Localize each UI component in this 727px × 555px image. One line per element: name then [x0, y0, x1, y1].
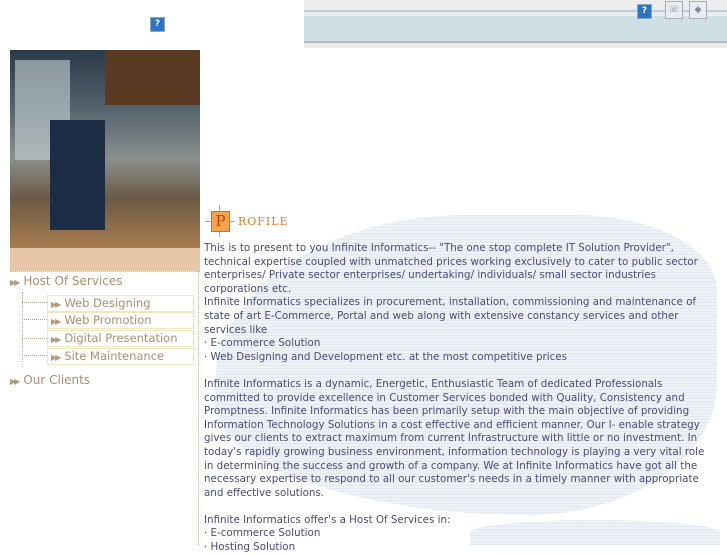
- nav-our-clients[interactable]: ▶▶ Our Clients: [10, 373, 91, 387]
- phone-icon[interactable]: ☏: [665, 1, 683, 19]
- services-intro: Infinite Informatics offer's a Host Of Services in:: [204, 513, 451, 526]
- meeting-photo: [10, 50, 200, 248]
- nav-web-promotion[interactable]: ▶▶ Web Promotion: [47, 312, 194, 329]
- photo-footer-band: [10, 248, 200, 271]
- banner-stripe: [304, 10, 727, 12]
- help-icon[interactable]: ?: [637, 4, 652, 19]
- list-item: · E-commerce Solution: [204, 337, 321, 350]
- specialization-paragraph: Infinite Informatics specializes in procurement, installation, commissioning and maintenance of state of art E-Commerce, Portal and web along with extensive constancy services and other services like: [204, 296, 697, 336]
- double-arrow-icon: ▶▶: [51, 317, 60, 326]
- divider: [198, 271, 199, 545]
- top-banner: [304, 0, 727, 48]
- nav-site-maintenance[interactable]: ▶▶ Site Maintenance: [47, 348, 194, 365]
- double-arrow-icon: ▶▶: [10, 377, 19, 386]
- double-arrow-icon: ▶▶: [10, 278, 19, 287]
- help-icon[interactable]: ?: [150, 17, 165, 32]
- list-item: · Hosting Solution: [204, 541, 296, 554]
- list-item: · Web Designing and Development etc. at the most competitive prices: [204, 350, 567, 363]
- team-paragraph: Infinite Informatics is a dynamic, Energetic, Enthusiastic Team of dedicated Professionals committed to provide excellence in Customer Services bonded with Quality, Consistency and Promptness. Infinite Informatics has been primarily setup with the main objective of providing Information Technology Solutions in a cost effective and efficient manner. Our I- enable strategy gives our clients to extract maximum from current Infrastructure with little or no investment. In today's rapidly growing business environment, information technology is playing a very vital role in determining the success and growth of a company. We at Infinite Informatics have got all the necessary expertise to respond to all our customer's needs in a timely manner with appropriate and effective solutions.: [204, 377, 705, 499]
- double-arrow-icon: ▶▶: [51, 353, 60, 362]
- contact-icon[interactable]: ◆: [689, 1, 707, 19]
- double-arrow-icon: ▶▶: [51, 335, 60, 344]
- list-item: · E-commerce Solution: [204, 527, 321, 540]
- profile-initial: P: [211, 211, 230, 232]
- nav-web-designing[interactable]: ▶▶ Web Designing: [47, 295, 194, 312]
- divider: [10, 271, 200, 272]
- banner-stripe: [304, 41, 727, 43]
- nav-digital-presentation[interactable]: ▶▶ Digital Presentation: [47, 330, 194, 347]
- double-arrow-icon: ▶▶: [51, 300, 60, 309]
- profile-heading-text: ROFILE: [238, 215, 289, 228]
- intro-paragraph: This is to present to you Infinite Informatics-- "The one stop complete IT Solution Provider", technical expertise coupled with unmatched prices working exclusively to cater to public sector enterprises/ Private sector enterprises/ undertaking/ individuals/ small sector industries corporations etc.: [204, 242, 698, 295]
- banner-band: [304, 16, 727, 41]
- nav-host-of-services[interactable]: ▶▶ Host Of Services: [10, 274, 123, 288]
- profile-content: [204, 242, 714, 555]
